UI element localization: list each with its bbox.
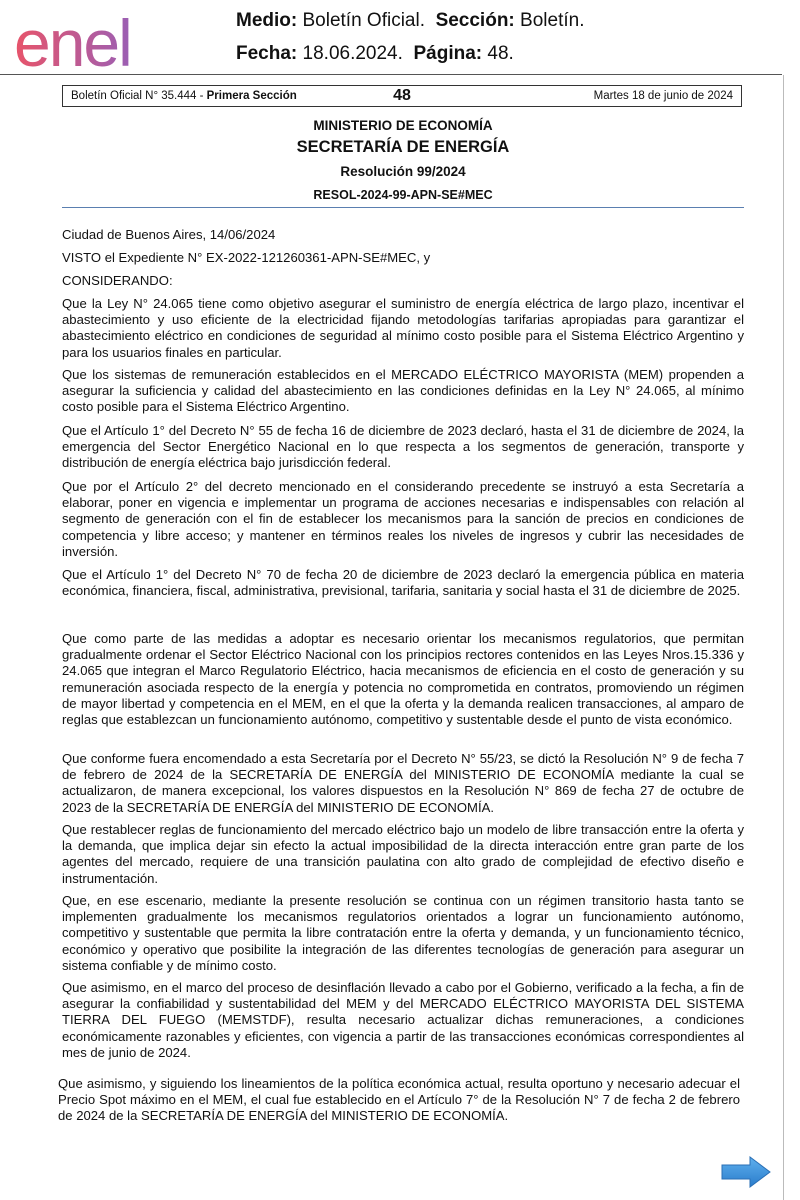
visto-line: VISTO el Expediente N° EX-2022-121260361-APN-SE#MEC, y: [62, 250, 431, 265]
city-date: Ciudad de Buenos Aires, 14/06/2024: [62, 227, 276, 242]
paragraph: Que, en ese escenario, mediante la presente resolución se continua con un régimen transitorio hasta tanto se implementen gradualmente los mecanismos regulatorios orientados a lograr un funcionamiento autónomo, competitivo y sustentable que permita la libre contratación entre la oferta y demanda, y un funcionamiento técnico, económico y operativo que posibilite la integración de las diferentes tecnologías de generación para asegurar un sistema confiable y de mínimo costo.: [62, 893, 744, 973]
fecha-label: Fecha:: [236, 43, 298, 64]
paragraph: Que restablecer reglas de funcionamiento del mercado eléctrico bajo un modelo de libre transacción entre la oferta y la demanda, que implica dejar sin efecto la actual imposibilidad de la directa interacción entre gran parte de los agentes del mercado, requiere de una transición paulatina con alto grado de complejidad de efectivo diseño e instrumentación.: [62, 822, 744, 886]
bulletin-number: [71, 90, 297, 102]
right-divider: [783, 75, 784, 1200]
resolution-code: RESOL-2024-99-APN-SE#MEC: [313, 188, 493, 202]
medio-value: Boletín Oficial.: [302, 10, 425, 31]
paragraph: Que conforme fuera encomendado a esta Secretaría por el Decreto N° 55/23, se dictó la Resolución N° 9 de fecha 7 de febrero de 2024 de la SECRETARÍA DE ENERGÍA del MINISTERIO DE ECONOMÍA mediante la cual se actualizaron, de manera excepcional, los valores dispuestos en la Resolución N° 869 de fecha 27 de octubre de 2023 de la SECRETARÍA DE ENERGÍA del MINISTERIO DE ECONOMÍA.: [62, 751, 744, 815]
title-divider: [62, 207, 744, 208]
bulletin-section: Primera Sección: [206, 90, 297, 102]
paragraph: Que como parte de las medidas a adoptar es necesario orientar los mecanismos regulatorios, que permitan gradualmente ordenar el Sector Eléctrico Nacional con los principios rectores contenidos en las Leyes Nros.15.336 y 24.065 que integran el Marco Regulatorio Eléctrico, hacia mecanismos de eficiencia en el costo de generación y su remuneración asociada respecto de la energía y potencia no comprometida en contratos, promoviendo un régimen de mayor libertad y competencia en el MEM, en el que la oferta y la demanda realicen transacciones, al amparo de reglas que establezcan un funcionamiento autónomo, competitivo y sustentable desde el punto de vista económico.: [62, 631, 744, 728]
resolution-title: Resolución 99/2024: [340, 164, 466, 179]
seccion-value: Boletín.: [520, 10, 585, 31]
bulletin-date: Martes 18 de junio de 2024: [593, 90, 733, 102]
bulletin-header: [62, 85, 742, 107]
paragraph: Que asimismo, y siguiendo los lineamientos de la política económica actual, resulta oportuno y necesario adecuar el Precio Spot máximo en el MEM, el cual fue establecido en el Artículo 7° de la Resolución N° 7 de fecha 2 de febrero de 2024 de la SECRETARÍA DE ENERGÍA del MINISTERIO DE ECONOMÍA.: [58, 1076, 740, 1124]
paragraph: Que el Artículo 1° del Decreto N° 55 de fecha 16 de diciembre de 2023 declaró, hasta el 31 de diciembre de 2024, la emergencia del Sector Energético Nacional en lo que respecta a los segmentos de generación, transporte y distribución de energía eléctrica bajo jurisdicción federal.: [62, 423, 744, 471]
bulletin-number-text: Boletín Oficial N° 35.444 -: [71, 90, 207, 102]
logo-text: enel: [14, 8, 131, 72]
meta-line-fecha-pagina: [236, 43, 514, 65]
paragraph: Que el Artículo 1° del Decreto N° 70 de fecha 20 de diciembre de 2023 declaró la emergencia pública en materia económica, financiera, fiscal, administrativa, previsional, tarifaria, sanitaria y social hasta el 31 de diciembre de 2025.: [62, 567, 744, 599]
secretariat-heading: SECRETARÍA DE ENERGÍA: [296, 138, 510, 156]
paragraph: Que por el Artículo 2° del decreto mencionado en el considerando precedente se instruyó a esta Secretaría a elaborar, poner en vigencia e implementar un programa de acciones necesarias e indispensables con relación al segmento de generación con el fin de establecer los mecanismos para la sanción de precios en condiciones de competencia y libre acceso; y mantener en términos reales los niveles de ingresos y cubrir las necesidades de inversión.: [62, 479, 744, 559]
fecha-value: 18.06.2024.: [302, 43, 403, 64]
top-divider: [0, 74, 782, 75]
meta-line-medio-seccion: [236, 10, 584, 32]
seccion-label: Sección:: [435, 10, 515, 31]
paragraph: Que asimismo, en el marco del proceso de desinflación llevado a cabo por el Gobierno, verificado a la fecha, a fin de asegurar la confiabilidad y sustentabilidad del MEM y del MERCADO ELÉCTRICO MAYORISTA DEL SISTEMA TIERRA DEL FUEGO (MEMSTDF), resulta necesario actualizar dichas remuneraciones, a condiciones económicamente razonables y eficientes, con vigencia a partir de las transacciones económicas correspondientes al mes de junio de 2024.: [62, 980, 744, 1060]
bulletin-page-number: 48: [393, 87, 411, 104]
arrow-right-icon[interactable]: [720, 1155, 772, 1189]
considerando-label: CONSIDERANDO:: [62, 273, 173, 288]
pagina-label: Página:: [413, 43, 483, 64]
medio-label: Medio:: [236, 10, 298, 31]
paragraph: Que la Ley N° 24.065 tiene como objetivo asegurar el suministro de energía eléctrica de largo plazo, incentivar el abastecimiento y uso eficiente de la electricidad fijando metodologías tarifarias apropiadas para garantizar el abastecimiento eléctrico en condiciones de seguridad al mínimo costo posible para el Sistema Eléctrico Argentino y para los usuarios finales en particular.: [62, 296, 744, 360]
pagina-value: 48.: [487, 43, 514, 64]
ministry-heading: MINISTERIO DE ECONOMÍA: [313, 118, 493, 133]
paragraph: Que los sistemas de remuneración establecidos en el MERCADO ELÉCTRICO MAYORISTA (MEM) propenden a asegurar la suficiencia y calidad del abastecimiento en las condiciones definidas en la Ley N° 24.065, al mínimo costo posible para el Sistema Eléctrico Argentino.: [62, 367, 744, 415]
enel-logo: [14, 8, 180, 72]
